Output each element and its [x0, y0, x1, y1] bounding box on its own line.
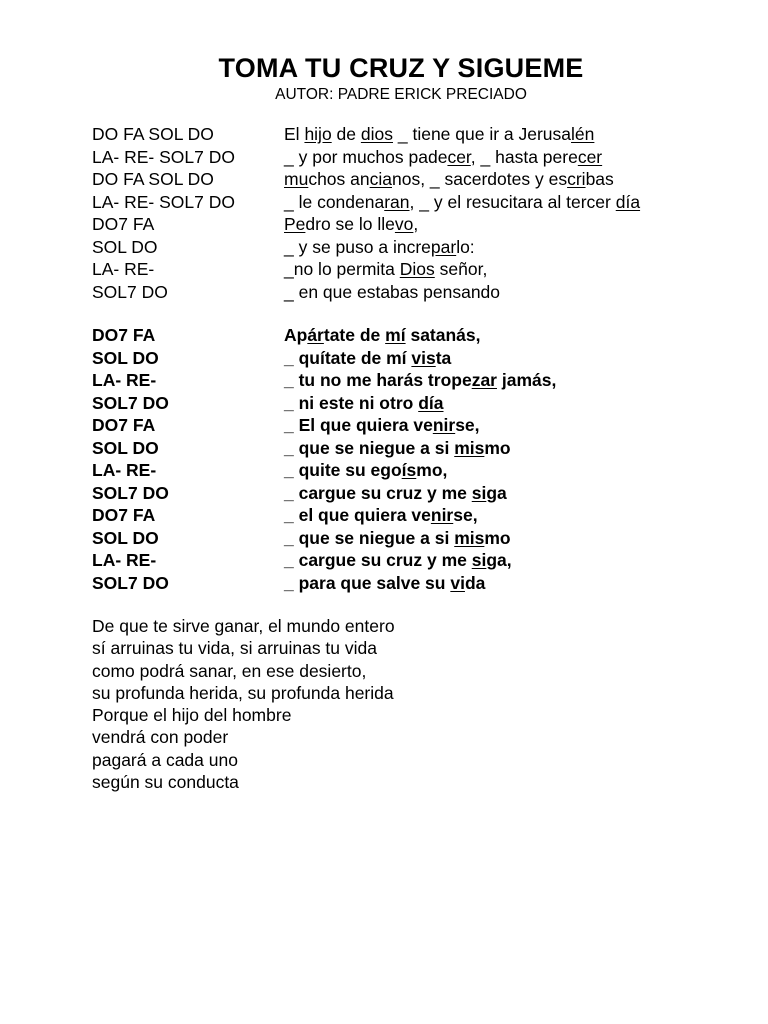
chord-label: DO7 FA	[92, 325, 156, 345]
lyric-segment: se,	[453, 505, 478, 525]
stressed-syllable: día	[615, 191, 641, 212]
lyric-segment: , _ hasta pere	[470, 146, 578, 167]
song-line	[92, 369, 732, 392]
song-line	[92, 549, 732, 572]
lyric-segment: _ que se niegue a si	[284, 527, 455, 548]
song-line	[92, 459, 732, 482]
lyric-segment: bas	[585, 169, 614, 189]
lyric-text	[284, 168, 614, 190]
lyric-text	[284, 213, 418, 235]
song-line	[92, 414, 732, 437]
verse-line	[92, 726, 732, 748]
lyric-segment: El	[284, 124, 305, 144]
song-title: TOMA TU CRUZ Y SIGUEME	[218, 53, 584, 83]
lyric-segment: dro se lo lle	[305, 214, 395, 234]
lyric-segment: _ en que estabas pensando	[284, 281, 501, 302]
chord-label: SOL7 DO	[92, 482, 169, 503]
lyric-segment: , _ y el resucitara al tercer	[409, 191, 616, 212]
lyric-segment: mo,	[416, 460, 448, 480]
lyric-segment: _ cargue su cruz y me	[284, 550, 472, 570]
chord-section-1	[92, 123, 732, 303]
stressed-syllable: vis	[411, 347, 436, 368]
chord-label: SOL7 DO	[92, 392, 169, 413]
lyric-text	[284, 527, 511, 549]
stressed-syllable: cer	[577, 146, 603, 167]
song-line	[92, 146, 732, 169]
lyric-text	[284, 123, 594, 145]
verse-text: De que te sirve ganar, el mundo entero	[92, 616, 395, 636]
lyric-text	[284, 572, 485, 594]
lyric-segment: _ que se niegue a si	[284, 437, 455, 458]
lyric-text	[284, 504, 478, 526]
lyric-segment: mo	[484, 527, 511, 548]
lyric-segment: ga	[486, 482, 507, 503]
verse-line	[92, 704, 732, 726]
chord-label: SOL7 DO	[92, 281, 168, 302]
chord-label: SOL7 DO	[92, 572, 169, 593]
lyric-segment: satanás,	[405, 325, 481, 345]
lyric-segment: _ quítate de mí	[284, 347, 412, 368]
chord-label: SOL DO	[92, 236, 158, 257]
lyric-text	[284, 414, 480, 436]
song-line	[92, 168, 732, 191]
stressed-syllable: mu	[284, 169, 309, 189]
stressed-syllable: dios	[360, 124, 393, 144]
stressed-syllable: mis	[454, 437, 485, 458]
lyric-segment: nos, _ sacerdotes y es	[391, 169, 568, 189]
lyric-segment: _ tu no me harás trope	[284, 370, 472, 390]
song-line	[92, 123, 732, 146]
chord-label: DO7 FA	[92, 214, 155, 234]
lyric-segment: mo	[484, 437, 511, 458]
lyric-text	[284, 459, 447, 481]
stressed-syllable: Dios	[399, 259, 435, 279]
chord-label: DO7 FA	[92, 415, 156, 435]
chord-section-chorus	[92, 324, 732, 594]
stressed-syllable: vi	[450, 572, 465, 593]
stressed-syllable: cer	[447, 146, 471, 167]
verse-text: sí arruinas tu vida, si arruinas tu vida	[92, 638, 377, 659]
verse-text: su profunda herida, su profunda herida	[92, 682, 394, 703]
verse-line	[92, 615, 732, 637]
stressed-syllable: par	[430, 236, 457, 257]
lyric-segment: jamás,	[496, 370, 557, 390]
song-line	[92, 572, 732, 595]
song-author: AUTOR: PADRE ERICK PRECIADO	[275, 86, 527, 103]
lyric-segment: _ y se puso a incre	[284, 236, 431, 257]
lyric-text	[284, 549, 512, 571]
song-line	[92, 258, 732, 281]
chord-label: SOL DO	[92, 527, 159, 548]
stressed-syllable: ran	[384, 191, 410, 212]
verse-line	[92, 749, 732, 771]
lyric-segment: _ le condena	[284, 191, 385, 212]
lyric-segment: _ El que quiera ve	[284, 415, 433, 435]
song-line	[92, 236, 732, 259]
verse-text: pagará a cada uno	[92, 749, 238, 770]
lyric-text	[284, 258, 487, 280]
lyric-segment: _ cargue su cruz y me	[284, 482, 472, 503]
lyric-segment: _ el que quiera ve	[284, 505, 431, 525]
stressed-syllable: lén	[571, 124, 595, 144]
stressed-syllable: si	[471, 550, 487, 570]
stressed-syllable: cia	[369, 169, 392, 189]
lyric-segment: tate de	[323, 325, 386, 345]
song-line	[92, 504, 732, 527]
song-line	[92, 281, 732, 304]
chord-label: DO FA SOL DO	[92, 124, 214, 144]
stressed-syllable: día	[418, 392, 444, 413]
chord-label: LA- RE-	[92, 259, 155, 279]
lyric-segment: chos an	[308, 169, 370, 189]
stressed-syllable: nir	[430, 505, 454, 525]
lyric-text	[284, 281, 500, 303]
lyric-text	[284, 369, 556, 391]
song-line	[92, 527, 732, 550]
verse-line	[92, 771, 732, 793]
song-line	[92, 437, 732, 460]
stressed-syllable: Pe	[284, 214, 306, 234]
lyric-segment: _ tiene que ir a Jerusa	[393, 124, 572, 144]
lyric-segment: da	[464, 572, 486, 593]
lyric-segment: _ para que salve su	[284, 572, 451, 593]
chord-label: SOL DO	[92, 437, 159, 458]
lyric-text	[284, 347, 451, 369]
lyric-text	[284, 482, 507, 504]
lyric-text	[284, 146, 602, 168]
lyric-segment: lo:	[456, 236, 475, 257]
lyric-text	[284, 236, 475, 258]
chord-label: LA- RE- SOL7 DO	[92, 191, 235, 212]
chord-label: LA- RE-	[92, 370, 157, 390]
stressed-syllable: cri	[567, 169, 586, 189]
chord-label: DO7 FA	[92, 505, 156, 525]
stressed-syllable: mis	[454, 527, 485, 548]
lyric-text	[284, 392, 444, 414]
lyric-segment: de	[331, 124, 361, 144]
stressed-syllable: nir	[432, 415, 456, 435]
lyric-text	[284, 437, 511, 459]
stressed-syllable: mí	[385, 325, 406, 345]
chord-label: DO FA SOL DO	[92, 169, 214, 189]
lyric-segment: ,	[413, 214, 419, 234]
chord-label: LA- RE-	[92, 550, 157, 570]
lyric-segment: _no lo permita	[284, 259, 400, 279]
song-line	[92, 324, 732, 347]
chord-label: LA- RE- SOL7 DO	[92, 146, 235, 167]
verse-text: vendrá con poder	[92, 727, 229, 748]
lyric-segment: _ ni este ni otro	[284, 392, 419, 413]
stressed-syllable: ár	[307, 325, 324, 345]
verse-section	[92, 615, 732, 793]
lyric-segment: _ y por muchos pade	[284, 146, 448, 167]
song-line	[92, 392, 732, 415]
chord-label: LA- RE-	[92, 460, 157, 480]
lyric-segment: se,	[455, 415, 480, 435]
lyric-segment: señor,	[434, 259, 488, 279]
song-line	[92, 482, 732, 505]
stressed-syllable: ís	[401, 460, 417, 480]
chord-label: SOL DO	[92, 347, 159, 368]
verse-line	[92, 660, 732, 682]
lyric-segment: ta	[435, 347, 452, 368]
stressed-syllable: si	[471, 482, 487, 503]
verse-text: como podrá sanar, en ese desierto,	[92, 660, 367, 681]
lyric-segment: _ quite su ego	[284, 460, 402, 480]
verse-text: Porque el hijo del hombre	[92, 705, 292, 726]
lyric-segment: ga,	[486, 550, 512, 570]
stressed-syllable: zar	[471, 370, 497, 390]
song-line	[92, 347, 732, 370]
verse-line	[92, 637, 732, 659]
stressed-syllable: vo	[394, 214, 414, 234]
stressed-syllable: hijo	[304, 124, 332, 144]
lyric-text	[284, 191, 640, 213]
lyric-segment: Ap	[284, 325, 308, 345]
song-line	[92, 191, 732, 214]
verse-text: según su conducta	[92, 772, 239, 793]
verse-line	[92, 682, 732, 704]
lyric-text	[284, 324, 481, 346]
song-line	[92, 213, 732, 236]
